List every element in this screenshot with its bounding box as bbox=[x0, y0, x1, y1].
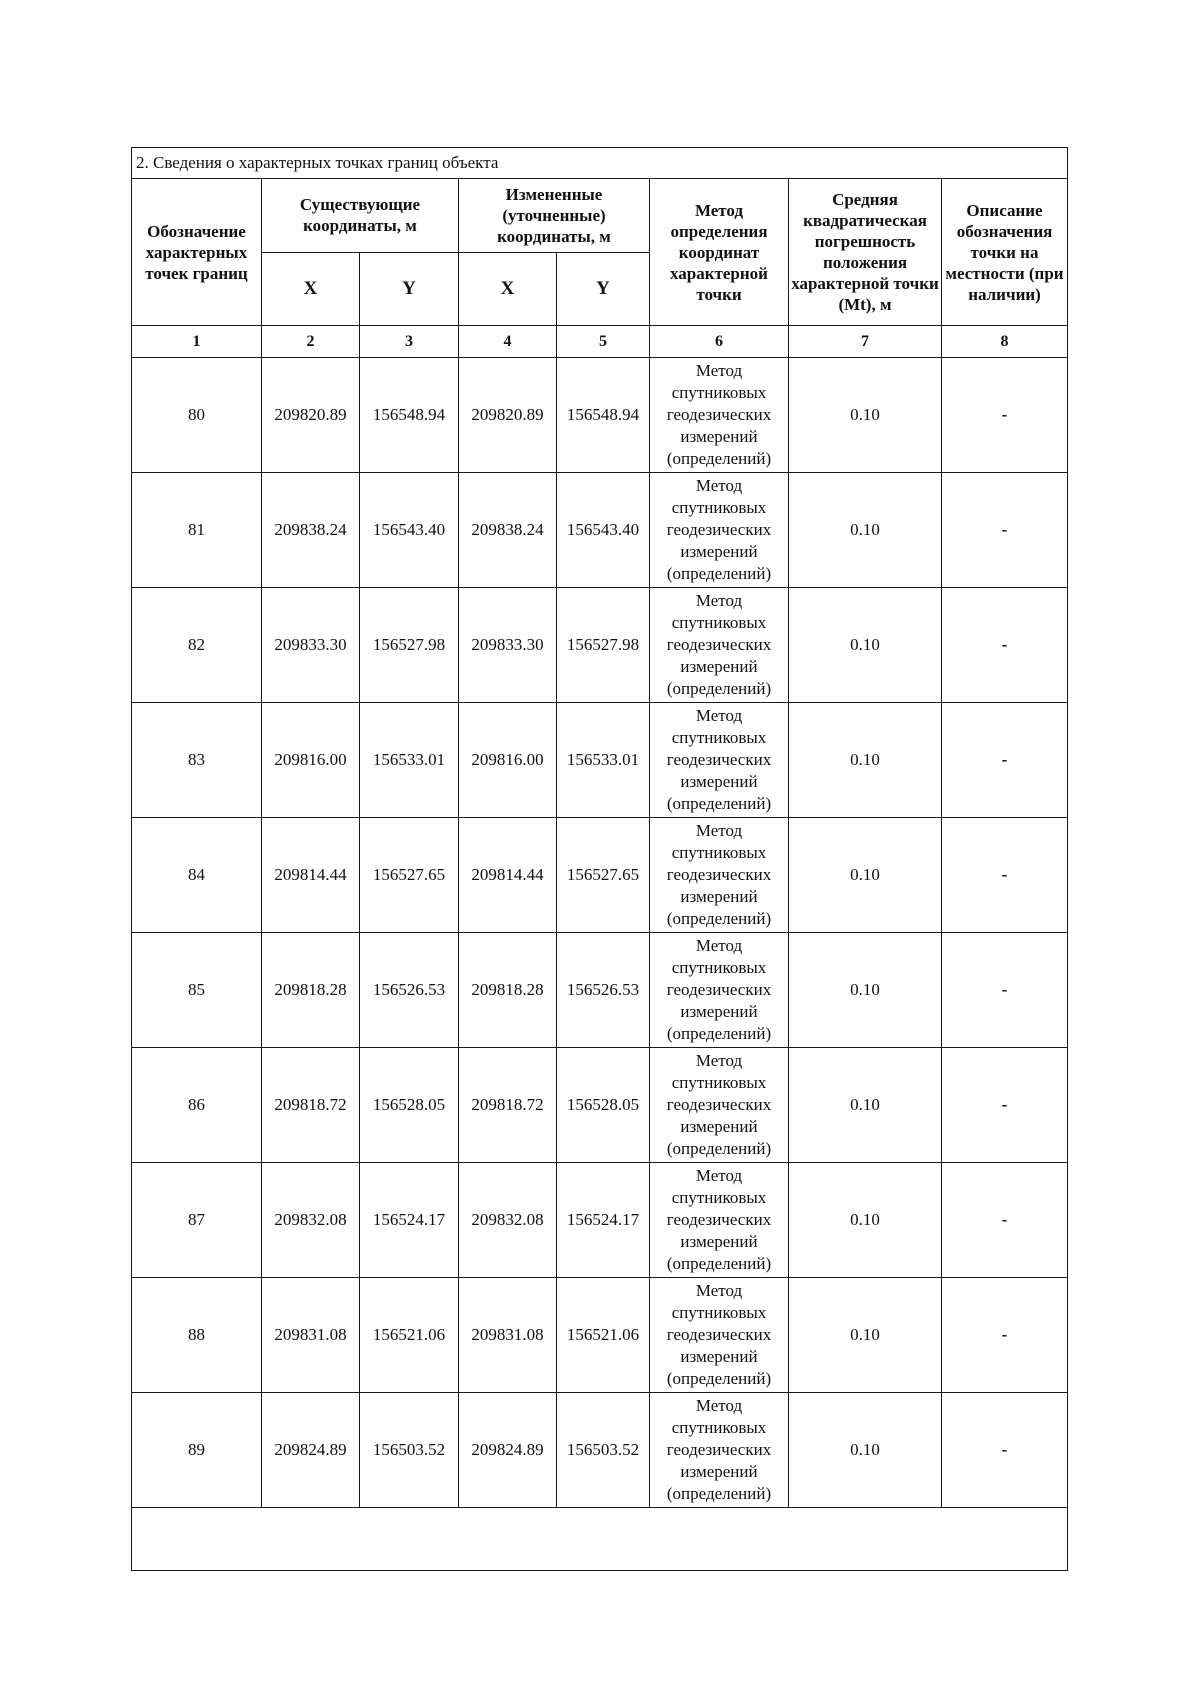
x-changed: 209832.08 bbox=[459, 1163, 557, 1278]
table-row bbox=[132, 818, 1068, 933]
y-existing: 156527.98 bbox=[360, 588, 459, 703]
description-value: - bbox=[942, 1048, 1068, 1163]
x-changed: 209824.89 bbox=[459, 1393, 557, 1508]
y-changed: 156533.01 bbox=[557, 703, 650, 818]
method: Метод спутниковых геодезических измерений (определений) bbox=[650, 1393, 789, 1508]
method: Метод спутниковых геодезических измерений (определений) bbox=[650, 358, 789, 473]
accuracy-value: 0.10 bbox=[789, 358, 942, 473]
x-changed: 209816.00 bbox=[459, 703, 557, 818]
description-value: - bbox=[942, 588, 1068, 703]
header-x-existing: X bbox=[262, 252, 360, 326]
point-number: 86 bbox=[132, 1048, 262, 1163]
accuracy-value: 0.10 bbox=[789, 1048, 942, 1163]
column-number: 2 bbox=[262, 326, 360, 358]
y-changed: 156543.40 bbox=[557, 473, 650, 588]
accuracy-value: 0.10 bbox=[789, 473, 942, 588]
table-row bbox=[132, 933, 1068, 1048]
header-method: Метод определения координат характерной точки bbox=[650, 179, 789, 326]
description-value: - bbox=[942, 933, 1068, 1048]
description-value: - bbox=[942, 1393, 1068, 1508]
x-existing: 209818.28 bbox=[262, 933, 360, 1048]
boundary-points-table bbox=[131, 147, 1068, 1571]
y-existing: 156548.94 bbox=[360, 358, 459, 473]
y-existing: 156521.06 bbox=[360, 1278, 459, 1393]
method: Метод спутниковых геодезических измерений (определений) bbox=[650, 1278, 789, 1393]
point-number: 89 bbox=[132, 1393, 262, 1508]
point-number: 85 bbox=[132, 933, 262, 1048]
table-row bbox=[132, 358, 1068, 473]
method: Метод спутниковых геодезических измерений (определений) bbox=[650, 473, 789, 588]
x-existing: 209824.89 bbox=[262, 1393, 360, 1508]
point-number: 82 bbox=[132, 588, 262, 703]
table-row bbox=[132, 473, 1068, 588]
description-value: - bbox=[942, 818, 1068, 933]
x-existing: 209814.44 bbox=[262, 818, 360, 933]
header-y-existing: Y bbox=[360, 252, 459, 326]
x-existing: 209832.08 bbox=[262, 1163, 360, 1278]
footer-empty-row bbox=[132, 1508, 1068, 1571]
accuracy-value: 0.10 bbox=[789, 703, 942, 818]
y-changed: 156524.17 bbox=[557, 1163, 650, 1278]
y-existing: 156526.53 bbox=[360, 933, 459, 1048]
x-changed: 209833.30 bbox=[459, 588, 557, 703]
method: Метод спутниковых геодезических измерений (определений) bbox=[650, 1163, 789, 1278]
column-number: 3 bbox=[360, 326, 459, 358]
x-changed: 209820.89 bbox=[459, 358, 557, 473]
method: Метод спутниковых геодезических измерений (определений) bbox=[650, 703, 789, 818]
header-existing-coords: Существующие координаты, м bbox=[262, 179, 459, 253]
table-row bbox=[132, 588, 1068, 703]
y-changed: 156527.98 bbox=[557, 588, 650, 703]
method: Метод спутниковых геодезических измерений (определений) bbox=[650, 588, 789, 703]
method: Метод спутниковых геодезических измерений (определений) bbox=[650, 933, 789, 1048]
column-number: 6 bbox=[650, 326, 789, 358]
y-changed: 156528.05 bbox=[557, 1048, 650, 1163]
header-accuracy: Средняя квадратическая погрешность положения характерной точки (Mt), м bbox=[789, 179, 942, 326]
y-existing: 156533.01 bbox=[360, 703, 459, 818]
column-number: 4 bbox=[459, 326, 557, 358]
description-value: - bbox=[942, 703, 1068, 818]
description-value: - bbox=[942, 358, 1068, 473]
point-number: 80 bbox=[132, 358, 262, 473]
point-number: 83 bbox=[132, 703, 262, 818]
header-description: Описание обозначения точки на местности (при наличии) bbox=[942, 179, 1068, 326]
y-changed: 156521.06 bbox=[557, 1278, 650, 1393]
x-existing: 209833.30 bbox=[262, 588, 360, 703]
x-existing: 209820.89 bbox=[262, 358, 360, 473]
y-changed: 156526.53 bbox=[557, 933, 650, 1048]
x-changed: 209818.72 bbox=[459, 1048, 557, 1163]
column-number: 1 bbox=[132, 326, 262, 358]
accuracy-value: 0.10 bbox=[789, 1278, 942, 1393]
method: Метод спутниковых геодезических измерений (определений) bbox=[650, 818, 789, 933]
x-changed: 209831.08 bbox=[459, 1278, 557, 1393]
x-existing: 209818.72 bbox=[262, 1048, 360, 1163]
table-row bbox=[132, 1393, 1068, 1508]
header-changed-coords: Измененные (уточненные) координаты, м bbox=[459, 179, 650, 253]
header-designation: Обозначение характерных точек границ bbox=[132, 179, 262, 326]
column-number: 8 bbox=[942, 326, 1068, 358]
point-number: 84 bbox=[132, 818, 262, 933]
document-sheet bbox=[131, 147, 1067, 1571]
x-existing: 209838.24 bbox=[262, 473, 360, 588]
point-number: 88 bbox=[132, 1278, 262, 1393]
accuracy-value: 0.10 bbox=[789, 818, 942, 933]
header-x-changed: X bbox=[459, 252, 557, 326]
accuracy-value: 0.10 bbox=[789, 588, 942, 703]
method: Метод спутниковых геодезических измерений (определений) bbox=[650, 1048, 789, 1163]
y-changed: 156527.65 bbox=[557, 818, 650, 933]
table-row bbox=[132, 703, 1068, 818]
x-existing: 209831.08 bbox=[262, 1278, 360, 1393]
y-existing: 156543.40 bbox=[360, 473, 459, 588]
column-number: 5 bbox=[557, 326, 650, 358]
description-value: - bbox=[942, 1278, 1068, 1393]
header-y-changed: Y bbox=[557, 252, 650, 326]
x-existing: 209816.00 bbox=[262, 703, 360, 818]
description-value: - bbox=[942, 1163, 1068, 1278]
table-row bbox=[132, 1163, 1068, 1278]
accuracy-value: 0.10 bbox=[789, 1163, 942, 1278]
y-changed: 156548.94 bbox=[557, 358, 650, 473]
y-changed: 156503.52 bbox=[557, 1393, 650, 1508]
description-value: - bbox=[942, 473, 1068, 588]
y-existing: 156527.65 bbox=[360, 818, 459, 933]
section-title: 2. Сведения о характерных точках границ объекта bbox=[132, 148, 1068, 179]
accuracy-value: 0.10 bbox=[789, 933, 942, 1048]
point-number: 81 bbox=[132, 473, 262, 588]
table-row bbox=[132, 1278, 1068, 1393]
y-existing: 156524.17 bbox=[360, 1163, 459, 1278]
point-number: 87 bbox=[132, 1163, 262, 1278]
x-changed: 209814.44 bbox=[459, 818, 557, 933]
y-existing: 156528.05 bbox=[360, 1048, 459, 1163]
accuracy-value: 0.10 bbox=[789, 1393, 942, 1508]
x-changed: 209838.24 bbox=[459, 473, 557, 588]
column-number: 7 bbox=[789, 326, 942, 358]
table-row bbox=[132, 1048, 1068, 1163]
y-existing: 156503.52 bbox=[360, 1393, 459, 1508]
column-number-row bbox=[132, 326, 1068, 358]
x-changed: 209818.28 bbox=[459, 933, 557, 1048]
